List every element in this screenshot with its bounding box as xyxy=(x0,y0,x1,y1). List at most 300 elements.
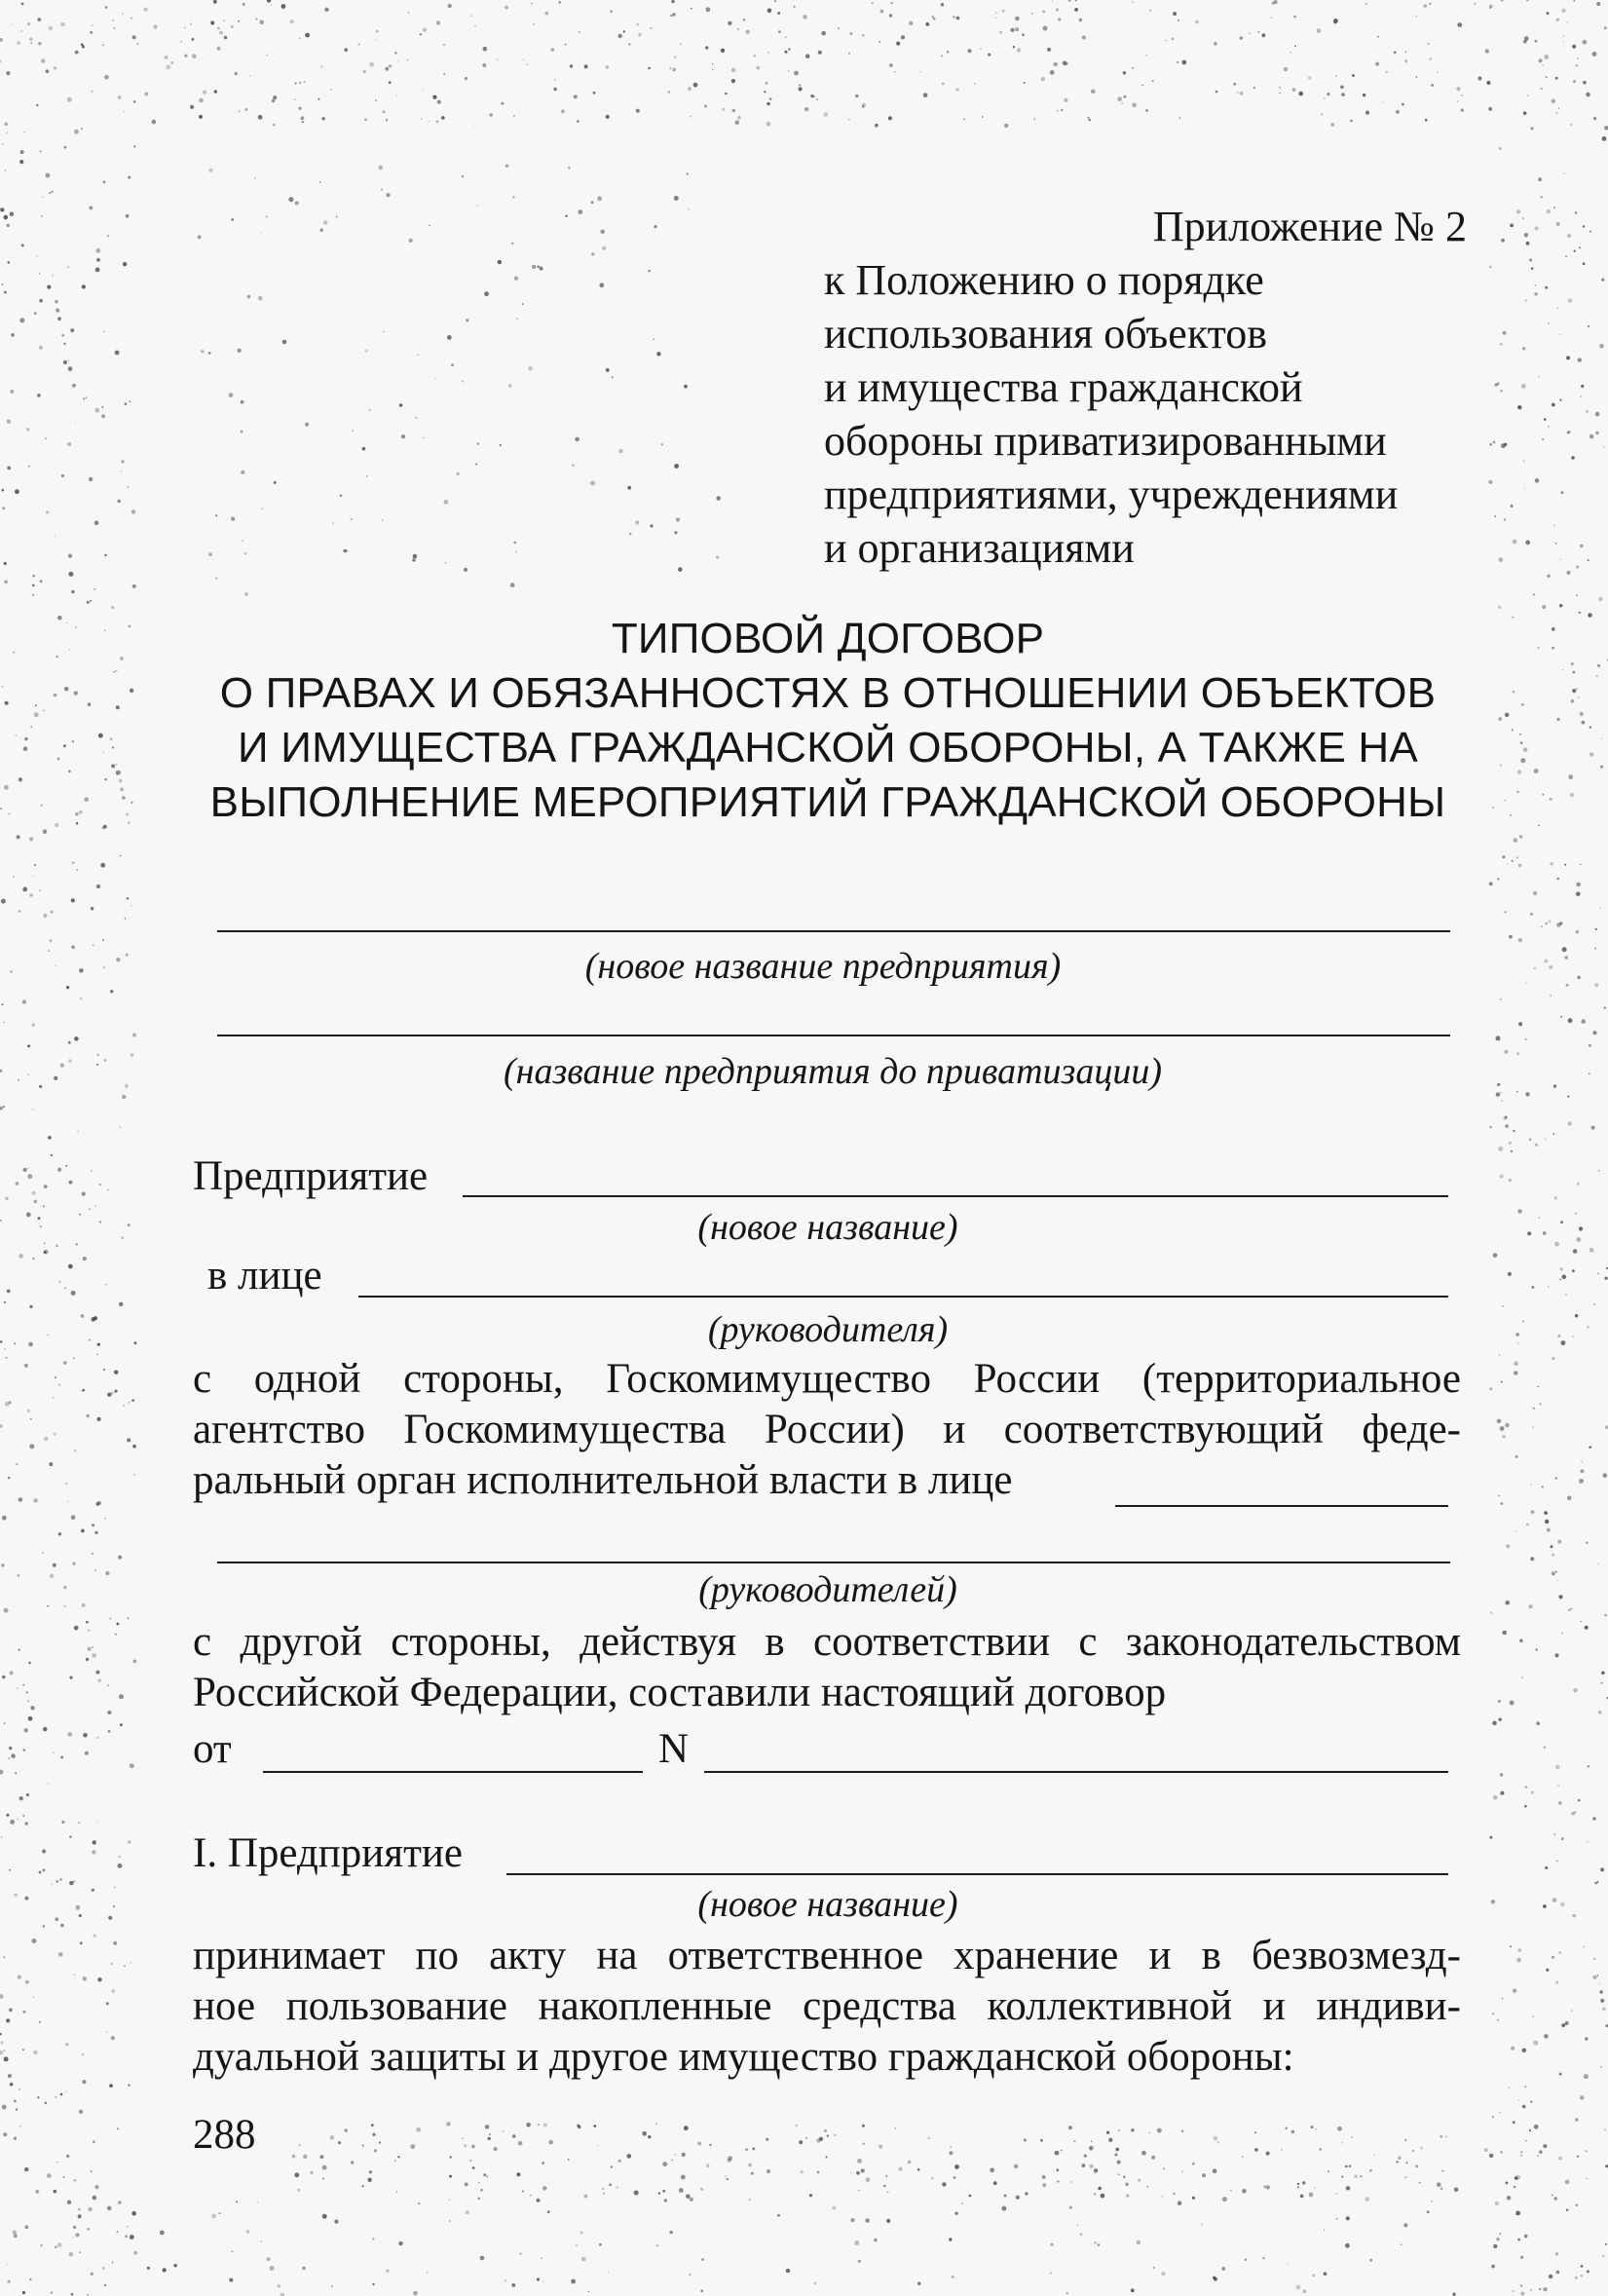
scan-speck xyxy=(1548,426,1550,428)
scan-speck xyxy=(217,47,221,51)
scan-speck xyxy=(1576,2204,1578,2206)
scan-speck xyxy=(198,235,202,239)
scan-speck xyxy=(85,1751,89,1755)
scan-speck xyxy=(1588,1765,1590,1768)
scan-speck xyxy=(1526,242,1530,245)
scan-speck xyxy=(1572,1914,1576,1918)
scan-speck xyxy=(76,1905,81,1910)
scan-speck xyxy=(1511,2047,1515,2051)
scan-speck xyxy=(74,1036,79,1041)
enterprise-label: Предприятие xyxy=(193,1153,429,1199)
scan-speck xyxy=(799,87,803,91)
scan-speck xyxy=(231,25,234,28)
scan-speck xyxy=(676,517,680,521)
scan-speck xyxy=(511,243,513,245)
scan-speck xyxy=(896,42,900,46)
scan-speck xyxy=(407,59,409,61)
scan-speck xyxy=(1474,3,1476,5)
scan-speck xyxy=(79,2251,81,2253)
scan-speck xyxy=(67,442,71,446)
scan-speck xyxy=(1150,10,1151,11)
scan-speck xyxy=(78,2214,82,2218)
scan-speck xyxy=(1577,58,1578,59)
scan-speck xyxy=(1292,88,1296,92)
scan-speck xyxy=(122,796,126,800)
scan-speck xyxy=(53,1397,55,1399)
scan-speck xyxy=(3,1022,4,1023)
scan-speck xyxy=(92,1646,93,1648)
scan-speck xyxy=(128,1617,130,1619)
scan-speck xyxy=(1034,118,1036,120)
paragraph-first-party xyxy=(193,1354,1461,1506)
scan-speck xyxy=(1560,1902,1565,1907)
scan-speck xyxy=(1559,2073,1562,2076)
scan-speck xyxy=(383,331,385,333)
scan-speck xyxy=(362,447,366,451)
scan-speck xyxy=(1024,82,1026,84)
scan-speck xyxy=(1131,2128,1135,2132)
scan-speck xyxy=(1500,1426,1505,1431)
scan-speck xyxy=(88,2207,92,2211)
scan-speck xyxy=(1516,1091,1518,1093)
scan-speck xyxy=(1554,1196,1558,1200)
scan-speck xyxy=(29,893,33,897)
scan-speck xyxy=(1518,864,1521,867)
scan-speck xyxy=(1515,1333,1519,1336)
scan-speck xyxy=(258,115,263,120)
scan-speck xyxy=(1562,1275,1567,1280)
scan-speck xyxy=(1382,101,1384,103)
scan-speck xyxy=(1428,43,1430,45)
scan-speck xyxy=(1512,617,1514,619)
scan-speck xyxy=(1519,1639,1523,1643)
scan-speck xyxy=(246,2230,250,2234)
scan-speck xyxy=(81,43,84,46)
scan-speck xyxy=(10,2083,14,2087)
scan-speck xyxy=(303,2155,307,2159)
scan-speck xyxy=(1401,2244,1402,2245)
scan-speck xyxy=(1551,862,1553,865)
scan-speck xyxy=(716,496,721,501)
scan-speck xyxy=(31,1191,35,1195)
scan-speck xyxy=(688,87,692,91)
scan-speck xyxy=(866,2177,871,2182)
scan-speck xyxy=(1500,1092,1502,1094)
scan-speck xyxy=(46,173,51,178)
scan-speck xyxy=(580,2231,583,2234)
scan-speck xyxy=(1123,71,1126,74)
scan-speck xyxy=(768,52,769,53)
scan-speck xyxy=(1145,109,1148,112)
scan-speck xyxy=(1131,2288,1135,2292)
scan-speck xyxy=(1523,40,1527,44)
scan-speck xyxy=(39,2021,41,2023)
scan-speck xyxy=(1538,376,1540,378)
scan-speck xyxy=(66,1483,68,1485)
scan-speck xyxy=(1515,1531,1516,1532)
scan-speck xyxy=(55,1376,56,1378)
scan-speck xyxy=(813,95,815,97)
scan-speck xyxy=(601,230,605,234)
scan-speck xyxy=(1586,1542,1588,1544)
scan-speck xyxy=(1394,52,1397,55)
scan-speck xyxy=(1571,1608,1573,1610)
scan-speck xyxy=(299,107,302,110)
scan-speck xyxy=(1397,2161,1399,2163)
scan-speck xyxy=(1579,1479,1584,1484)
scan-speck xyxy=(1523,460,1525,462)
scan-speck xyxy=(1555,2252,1558,2255)
scan-speck xyxy=(1457,100,1458,101)
scan-speck xyxy=(1576,594,1578,596)
scan-speck xyxy=(1505,911,1507,913)
scan-speck xyxy=(1592,1976,1596,1979)
scan-speck xyxy=(1579,1226,1583,1230)
scan-speck xyxy=(1559,604,1562,607)
scan-speck xyxy=(4,580,8,583)
scan-speck xyxy=(1346,2216,1350,2220)
scan-speck xyxy=(0,2042,3,2045)
scan-speck xyxy=(1594,948,1596,950)
scan-speck xyxy=(1571,1812,1575,1816)
scan-speck xyxy=(34,1200,38,1204)
scan-speck xyxy=(68,359,69,360)
scan-speck xyxy=(1429,57,1432,60)
scan-speck xyxy=(576,2244,578,2246)
scan-speck xyxy=(1114,2154,1117,2157)
scan-speck xyxy=(1519,835,1523,839)
scan-speck xyxy=(805,2137,807,2139)
scan-speck xyxy=(1589,434,1594,439)
scan-speck xyxy=(418,2202,420,2204)
scan-speck xyxy=(5,701,9,705)
scan-speck xyxy=(56,2162,58,2164)
scan-speck xyxy=(1580,2095,1585,2100)
scan-speck xyxy=(56,2096,57,2098)
scan-speck xyxy=(125,918,127,920)
scan-speck xyxy=(1061,109,1063,111)
scan-speck xyxy=(1013,46,1015,48)
scan-speck xyxy=(1123,2175,1126,2178)
scan-speck xyxy=(133,100,136,103)
scan-speck xyxy=(66,986,69,989)
scan-speck xyxy=(1,686,3,688)
scan-speck xyxy=(1538,1386,1539,1387)
scan-speck xyxy=(116,772,119,774)
scan-speck xyxy=(1149,2132,1150,2133)
scan-speck xyxy=(1551,98,1555,103)
scan-speck xyxy=(1547,1528,1551,1532)
scan-speck xyxy=(1506,1544,1510,1548)
scan-speck xyxy=(257,2202,259,2203)
scan-speck xyxy=(427,2272,428,2273)
scan-speck xyxy=(886,2219,890,2223)
scan-speck xyxy=(1508,1272,1512,1276)
scan-speck xyxy=(5,1197,8,1200)
scan-speck xyxy=(1570,793,1574,797)
scan-speck xyxy=(851,2218,855,2222)
scan-speck xyxy=(120,787,124,791)
scan-speck xyxy=(24,2167,28,2171)
scan-speck xyxy=(1585,2037,1588,2040)
scan-speck xyxy=(1562,947,1567,952)
scan-speck xyxy=(1538,647,1540,649)
scan-speck xyxy=(131,509,135,513)
scan-speck xyxy=(952,2276,954,2278)
scan-speck xyxy=(152,120,157,125)
scan-speck xyxy=(894,71,896,73)
scan-speck xyxy=(476,205,478,207)
scan-speck xyxy=(697,2142,701,2146)
scan-speck xyxy=(28,1342,33,1347)
scan-speck xyxy=(111,1963,112,1964)
scan-speck xyxy=(44,1185,48,1188)
scan-speck xyxy=(570,64,573,67)
scan-speck xyxy=(1437,2182,1441,2187)
scan-speck xyxy=(1489,2154,1493,2158)
scan-speck xyxy=(593,92,596,94)
scan-speck xyxy=(879,41,880,43)
scan-speck xyxy=(75,812,79,816)
scan-speck xyxy=(117,1623,120,1626)
scan-speck xyxy=(1552,1956,1554,1959)
paragraph-line: агентство Госкомимущества России) и соответствующий феде- xyxy=(193,1407,1461,1452)
scan-speck xyxy=(65,2091,67,2093)
scan-speck xyxy=(0,1070,2,1073)
scan-speck xyxy=(54,2190,57,2194)
scan-speck xyxy=(261,233,262,234)
scan-speck xyxy=(292,2155,296,2159)
scan-speck xyxy=(1543,2287,1547,2291)
scan-speck xyxy=(394,52,396,54)
scan-speck xyxy=(56,309,59,313)
scan-speck xyxy=(273,95,277,99)
scan-speck xyxy=(43,710,45,712)
scan-speck xyxy=(429,225,430,227)
scan-speck xyxy=(60,1064,64,1068)
scan-speck xyxy=(1520,2155,1522,2157)
scan-speck xyxy=(1522,347,1525,350)
section-1-label: I. Предприятие xyxy=(193,1830,463,1876)
scan-speck xyxy=(451,363,454,366)
scan-speck xyxy=(111,764,115,768)
scan-speck xyxy=(1324,97,1325,98)
scan-speck xyxy=(1530,2101,1532,2103)
scan-speck xyxy=(1132,1,1134,3)
paragraph-section-1 xyxy=(193,1931,1461,2083)
scan-speck xyxy=(114,1390,117,1393)
scan-speck xyxy=(1125,2183,1129,2187)
scan-speck xyxy=(1581,1621,1582,1622)
scan-speck xyxy=(483,47,488,52)
scan-speck xyxy=(1015,17,1020,21)
scan-speck xyxy=(1600,1867,1604,1871)
scan-speck xyxy=(28,1662,31,1665)
scan-speck xyxy=(118,500,121,503)
scan-speck xyxy=(1545,922,1548,925)
scan-speck xyxy=(716,556,719,559)
scan-speck xyxy=(1284,67,1289,72)
scan-speck xyxy=(1094,2193,1097,2196)
scan-speck xyxy=(4,122,8,126)
scan-speck xyxy=(1222,2197,1227,2202)
scan-speck xyxy=(568,167,570,169)
scan-speck xyxy=(422,90,423,91)
scan-speck xyxy=(821,31,826,36)
scan-speck xyxy=(774,0,776,2)
scan-speck xyxy=(108,1730,111,1733)
scan-speck xyxy=(91,907,93,910)
scan-speck xyxy=(1405,52,1407,54)
scan-speck xyxy=(597,2145,598,2146)
scan-speck xyxy=(1406,2162,1408,2164)
paragraph-line: ральный орган исполнительной власти в лице xyxy=(193,1457,1013,1503)
scan-speck xyxy=(728,2156,732,2161)
scan-speck xyxy=(1010,28,1014,32)
scan-speck xyxy=(44,1926,45,1927)
scan-speck xyxy=(48,1783,49,1784)
scan-speck xyxy=(81,1390,83,1392)
scan-speck xyxy=(24,1364,28,1368)
scan-speck xyxy=(1314,2187,1316,2189)
scan-speck xyxy=(1403,2223,1407,2227)
scan-speck xyxy=(213,0,217,4)
scan-speck xyxy=(44,1437,48,1441)
scan-speck xyxy=(1499,147,1502,150)
scan-speck xyxy=(1572,1269,1575,1272)
scan-speck xyxy=(862,106,864,108)
scan-speck xyxy=(1555,2271,1559,2275)
scan-speck xyxy=(219,2212,221,2214)
scan-speck xyxy=(19,1497,23,1502)
scan-speck xyxy=(1575,1314,1578,1317)
scan-speck xyxy=(1565,2180,1570,2185)
scan-speck xyxy=(1043,26,1048,31)
scan-speck xyxy=(1545,286,1548,289)
scan-speck xyxy=(1589,1073,1590,1074)
scan-speck xyxy=(125,402,128,405)
scan-speck xyxy=(1115,2148,1119,2152)
scan-speck xyxy=(61,334,64,337)
scan-speck xyxy=(547,2210,550,2213)
scan-speck xyxy=(1573,1688,1578,1693)
scan-speck xyxy=(52,191,54,193)
scan-speck xyxy=(488,2137,491,2140)
scan-speck xyxy=(26,428,29,431)
scan-speck xyxy=(1192,2197,1195,2200)
scan-speck xyxy=(1552,2195,1553,2197)
scan-speck xyxy=(1522,2049,1527,2053)
scan-speck xyxy=(690,2198,693,2202)
scan-speck xyxy=(1513,1989,1516,1993)
scan-speck xyxy=(1539,1217,1540,1218)
scan-speck xyxy=(320,229,323,232)
scan-speck xyxy=(849,32,852,35)
scan-speck xyxy=(1493,1253,1498,1258)
scan-speck xyxy=(1398,2156,1402,2160)
scan-speck xyxy=(36,256,37,257)
scan-speck xyxy=(74,1626,79,1631)
scan-speck xyxy=(32,1109,34,1110)
scan-speck xyxy=(8,1757,10,1759)
scan-speck xyxy=(1543,2144,1547,2148)
scan-speck xyxy=(1296,2285,1301,2290)
scan-speck xyxy=(1369,2169,1372,2172)
scan-speck xyxy=(1437,71,1439,73)
scan-speck xyxy=(55,823,58,827)
scan-speck xyxy=(1337,2127,1342,2131)
scan-speck xyxy=(618,2160,621,2163)
scan-speck xyxy=(214,90,217,93)
scan-speck xyxy=(1561,9,1565,13)
scan-speck xyxy=(94,2185,98,2189)
scan-speck xyxy=(1514,1371,1517,1374)
scan-speck xyxy=(1522,1320,1524,1322)
scan-speck xyxy=(1544,1511,1548,1515)
scan-speck xyxy=(1546,1969,1549,1972)
scan-speck xyxy=(114,1887,116,1889)
scan-speck xyxy=(537,2277,540,2280)
scan-speck xyxy=(92,1317,96,1322)
scan-speck xyxy=(1582,721,1586,725)
scan-speck xyxy=(17,1818,19,1820)
scan-speck xyxy=(324,8,328,12)
scan-speck xyxy=(31,1938,36,1943)
scan-speck xyxy=(389,81,392,84)
scan-speck xyxy=(115,351,120,356)
scan-speck xyxy=(898,2167,902,2171)
scan-speck xyxy=(6,1814,9,1817)
scan-speck xyxy=(15,489,19,494)
scan-speck xyxy=(83,1733,88,1738)
scan-speck xyxy=(817,2171,820,2174)
scan-speck xyxy=(96,1737,98,1739)
scan-speck xyxy=(1550,995,1552,997)
scan-speck xyxy=(351,2161,354,2164)
scan-speck xyxy=(1499,2112,1500,2113)
scan-speck xyxy=(678,567,683,572)
scan-speck xyxy=(1486,81,1490,85)
scan-speck xyxy=(590,481,595,486)
scan-speck xyxy=(34,864,36,866)
title-line: ВЫПОЛНЕНИЕ МЕРОПРИЯТИЙ ГРАЖДАНСКОЙ ОБОРОНЫ xyxy=(209,778,1446,826)
scan-speck xyxy=(66,2155,69,2158)
scan-speck xyxy=(4,1348,6,1350)
scan-speck xyxy=(0,2033,2,2035)
scan-speck xyxy=(124,1965,126,1967)
scan-speck xyxy=(1502,1631,1507,1636)
scan-speck xyxy=(1553,1084,1556,1087)
scan-speck xyxy=(1118,2129,1120,2131)
scan-speck xyxy=(127,1438,131,1442)
scan-speck xyxy=(1520,2256,1523,2259)
scan-speck xyxy=(537,266,539,268)
scan-speck xyxy=(1571,456,1575,460)
scan-speck xyxy=(522,59,524,61)
scan-speck xyxy=(33,575,35,577)
scan-speck xyxy=(1505,1116,1507,1118)
scan-speck xyxy=(128,1840,131,1844)
scan-speck xyxy=(1375,62,1379,66)
scan-speck xyxy=(1559,1279,1561,1281)
scan-speck xyxy=(231,218,234,221)
scan-speck xyxy=(1495,384,1498,387)
scan-speck xyxy=(1583,40,1588,45)
scan-speck xyxy=(1568,1121,1572,1125)
scan-speck xyxy=(68,554,72,558)
scan-speck xyxy=(636,109,640,113)
scan-speck xyxy=(1489,1836,1492,1839)
